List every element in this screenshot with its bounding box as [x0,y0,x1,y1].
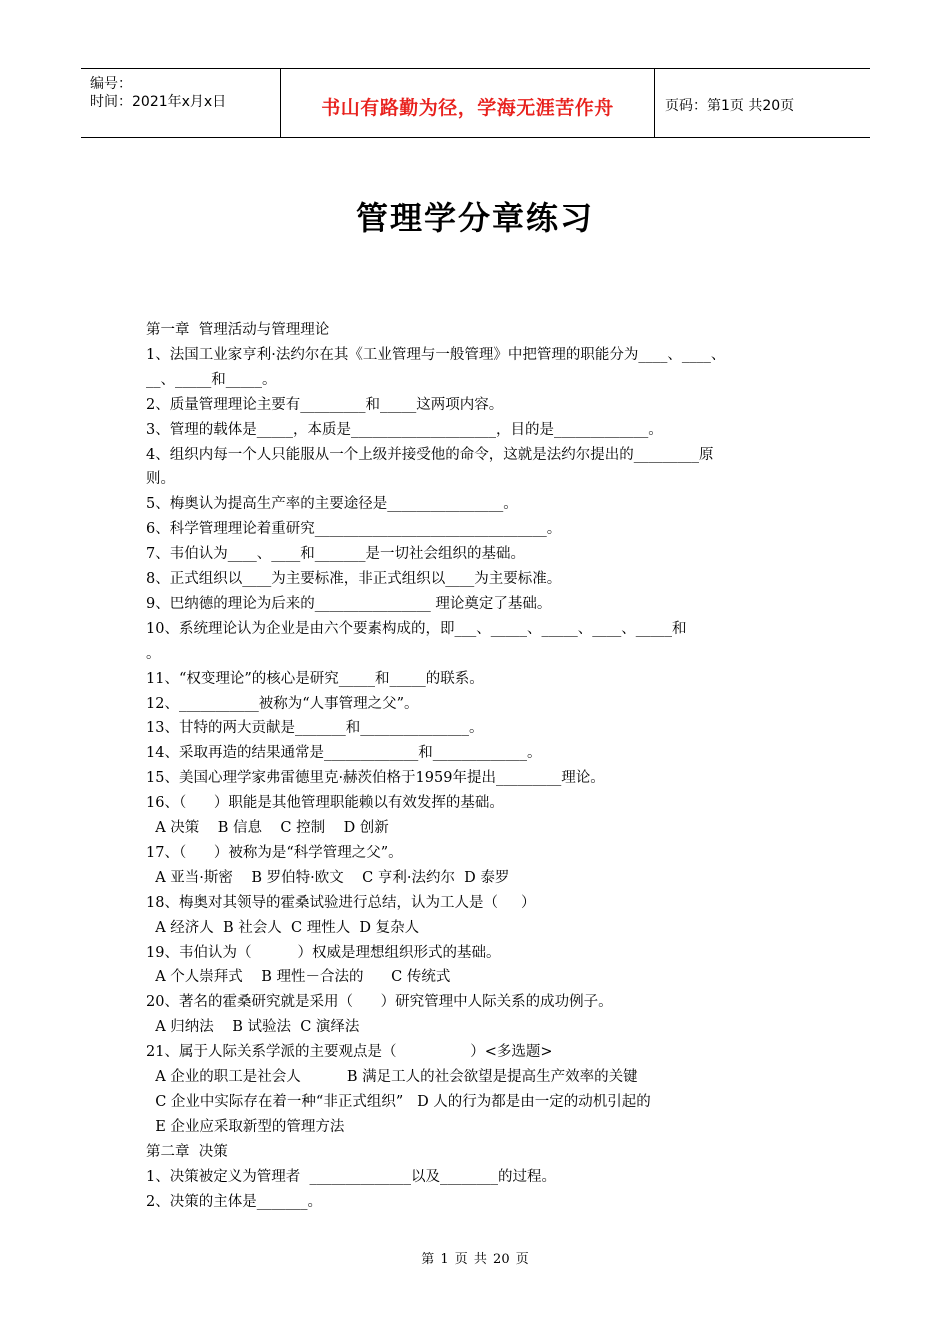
text-line: C 企业中实际存在着一种“非正式组织” D 人的行为都是由一定的动机引起的 [146,1093,651,1110]
header-table [81,68,870,138]
text-line: 1、法国工业家亨利·法约尔在其《工业管理与一般管理》中把管理的职能分为____、____、 [146,346,726,363]
text-line: 4、组织内每一个人只能服从一个上级并接受他的命令，这就是法约尔提出的_________原 [146,446,714,463]
header-meta-cell [81,69,281,137]
doc-number: 编号： [90,76,132,92]
text-line: 2、质量管理理论主要有_________和_____这两项内容。 [146,396,504,413]
text-line: 7、韦伯认为____、____和_______是一切社会组织的基础。 [146,546,525,563]
text-line: 10、系统理论认为企业是由六个要素构成的，即___、_____、_____、____、_____和 [146,620,687,637]
text-line: 12、___________被称为“人事管理之父”。 [146,695,419,712]
text-line: 9、巴纳德的理论为后来的________________ 理论奠定了基础。 [146,595,552,612]
text-line: 3、管理的载体是_____，本质是____________________，目的是_____________。 [146,421,663,438]
text-line: 2、决策的主体是_______。 [146,1193,322,1210]
text-line: A 个人崇拜式 B 理性－合法的 C 传统式 [146,969,451,986]
text-line: A 归纳法 B 试验法 C 演绎法 [146,1019,360,1036]
text-line: 15、美国心理学家弗雷德里克·赫茨伯格于1959年提出_________理论。 [146,770,605,787]
text-line: 11、“权变理论”的核心是研究_____和_____的联系。 [146,670,484,687]
text-line: 1、决策被定义为管理者 ______________以及________的过程。 [146,1168,556,1185]
page-info: 页码：第1页 共20页 [665,98,795,114]
text-line: E 企业应采取新型的管理方法 [146,1118,345,1135]
text-line: 16、（ ）职能是其他管理职能赖以有效发挥的基础。 [146,795,504,812]
text-line: 20、著名的霍桑研究就是采用（ ）研究管理中人际关系的成功例子。 [146,994,613,1011]
text-line: 8、正式组织以____为主要标准，非正式组织以____为主要标准。 [146,571,562,587]
text-line: 21、属于人际关系学派的主要观点是（ ）<多选题> [146,1044,553,1061]
text-line: 6、科学管理理论着重研究________________________________。 [146,521,562,538]
text-line: 。 [146,645,161,662]
text-line: 第二章 决策 [146,1143,228,1160]
text-line: A 企业的职工是社会人 B 满足工人的社会欲望是提高生产效率的关键 [146,1069,638,1085]
text-line: 第一章 管理活动与管理理论 [146,322,330,338]
page-title: 管理学分章练习 [355,199,594,237]
motto: 书山有路勤为径，学海无涯苦作舟 [321,97,614,119]
text-line: 17、（ ）被称为是“科学管理之父”。 [146,844,403,861]
doc-time: 时间：2021年x月x日 [90,94,227,110]
text-line: 18、梅奥对其领导的霍桑试验进行总结，认为工人是（ ） [146,894,536,911]
text-line: 14、采取再造的结果通常是_____________和_____________。 [146,745,542,762]
text-line: A 亚当·斯密 B 罗伯特·欧文 C 亨利·法约尔 D 泰罗 [146,869,510,886]
text-line: __、_____和_____。 [146,371,277,388]
text-line: 5、梅奥认为提高生产率的主要途径是________________。 [146,496,518,513]
page-footer: 第 1 页 共 20 页 [421,1252,529,1267]
text-line: 13、甘特的两大贡献是_______和_______________。 [146,720,484,737]
header-motto-cell [281,69,655,137]
header-page-cell [655,69,870,137]
text-line: A 经济人 B 社会人 C 理性人 D 复杂人 [146,919,420,936]
text-line: 则。 [146,471,175,488]
text-line: A 决策 B 信息 C 控制 D 创新 [146,820,389,836]
text-line: 19、韦伯认为（ ）权威是理想组织形式的基础。 [146,944,501,961]
